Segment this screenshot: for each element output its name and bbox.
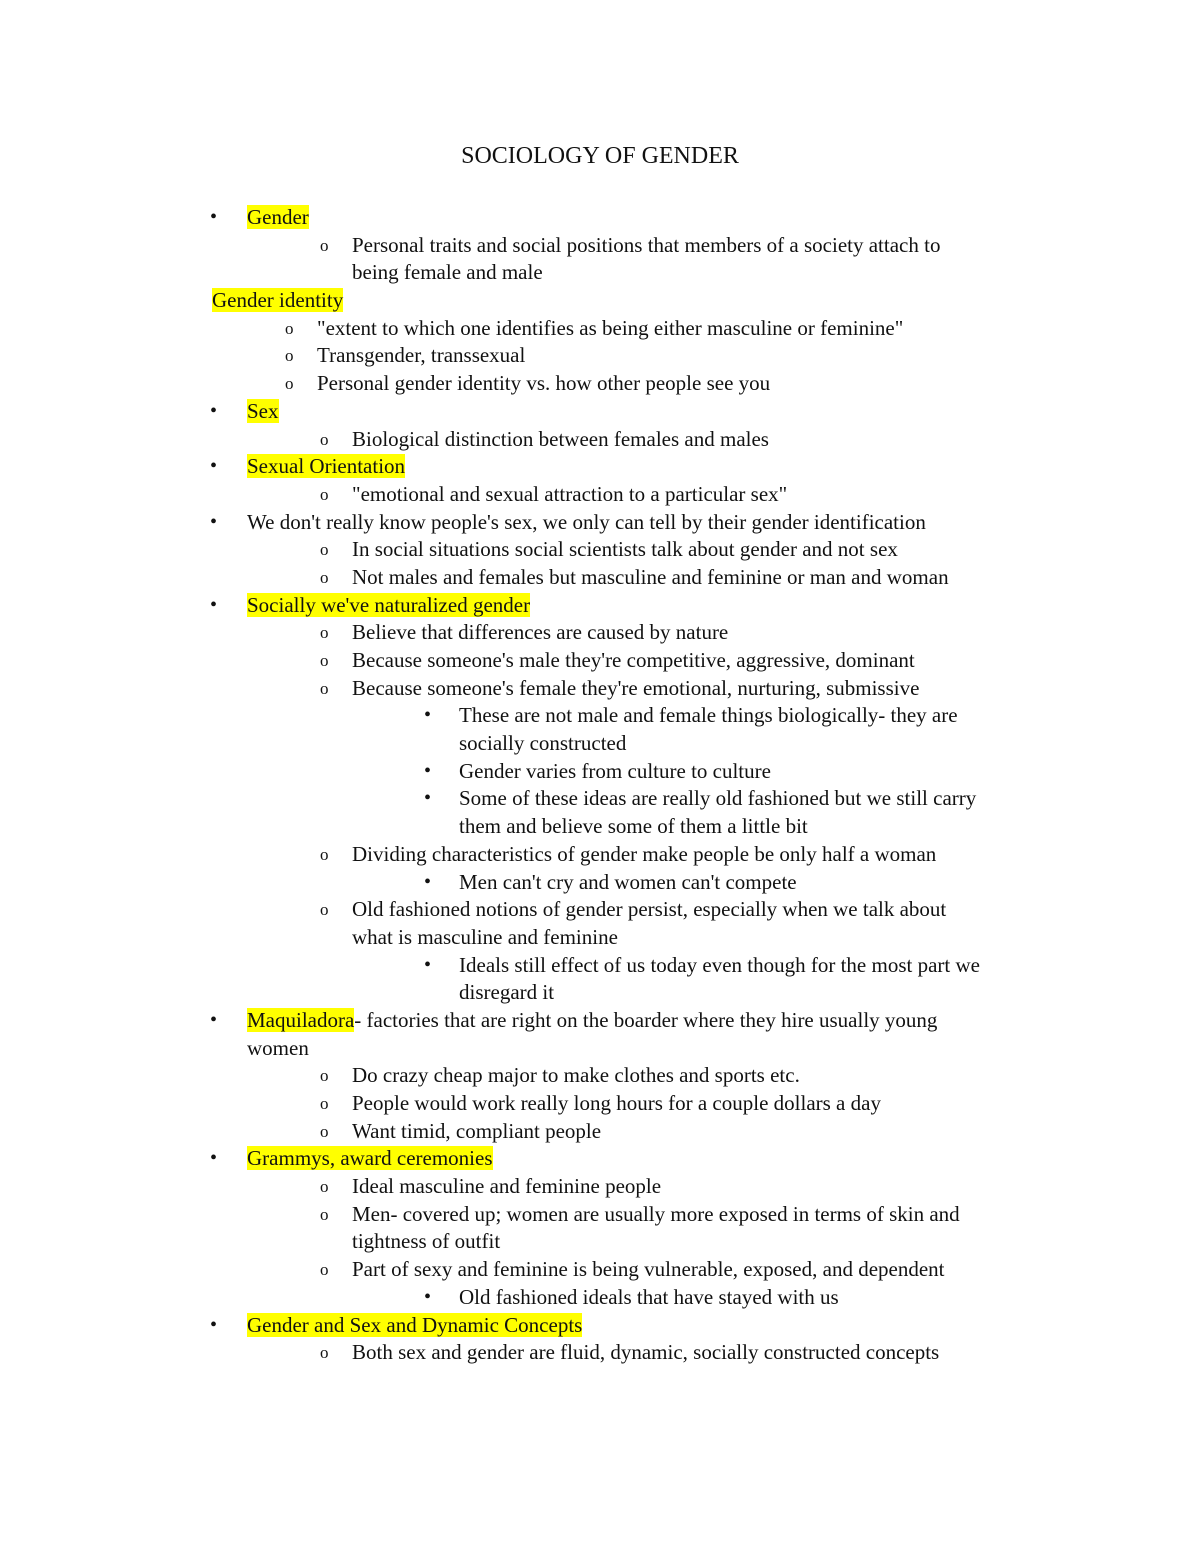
text-line	[0, 647, 1200, 675]
bullet-icon: •	[210, 510, 218, 533]
text-line	[0, 730, 1200, 758]
item-text: Do crazy cheap major to make clothes and sports etc.	[352, 1063, 800, 1088]
text-line	[0, 896, 1200, 924]
text-line	[0, 1284, 1200, 1312]
bullet-icon: •	[424, 953, 432, 976]
item-text: Ideal masculine and feminine people	[352, 1174, 662, 1199]
text-line	[0, 1339, 1200, 1367]
item-text: Not males and females but masculine and feminine or man and woman	[352, 564, 949, 589]
text-line	[0, 758, 1200, 786]
item-text: them and believe some of them a little bit	[459, 814, 808, 839]
text-line	[0, 232, 1200, 260]
text-line	[0, 287, 1200, 315]
text-line	[0, 509, 1200, 537]
highlighted-term: Maquiladora	[247, 1007, 355, 1032]
item-text: People would work really long hours for a couple dollars a day	[352, 1091, 881, 1115]
text-line	[0, 1145, 1200, 1173]
highlighted-term: Sex	[247, 398, 279, 423]
list-item	[0, 1256, 1200, 1284]
item-text: what is masculine and feminine	[352, 924, 618, 949]
bullet-icon: •	[210, 455, 218, 478]
list-item	[0, 675, 1200, 703]
text-line	[0, 1256, 1200, 1284]
item-text: "emotional and sexual attraction to a particular sex"	[352, 481, 788, 506]
text-line	[0, 259, 1200, 287]
text-line	[0, 1228, 1200, 1256]
circle-bullet-icon: o	[320, 235, 329, 255]
item-text: socially constructed	[459, 731, 627, 756]
circle-bullet-icon: o	[285, 346, 294, 366]
item-text: - factories that are right on the boarder where they hire usually young	[354, 1007, 938, 1032]
text-line	[0, 1035, 1200, 1063]
list-item	[0, 896, 1200, 951]
text-line	[0, 1201, 1200, 1229]
highlighted-term: Gender and Sex and Dynamic Concepts	[247, 1312, 583, 1337]
circle-bullet-icon: o	[285, 318, 294, 338]
list-item	[0, 1062, 1200, 1090]
bullet-icon: •	[210, 593, 218, 616]
bullet-icon: •	[210, 1147, 218, 1170]
list-item	[0, 453, 1200, 481]
bullet-icon: •	[424, 759, 432, 782]
item-text: Part of sexy and feminine is being vulnerable, exposed, and dependent	[352, 1257, 945, 1282]
text-line	[0, 785, 1200, 813]
text-line	[0, 952, 1200, 980]
text-line	[0, 426, 1200, 454]
list-item	[0, 287, 1200, 315]
text-line	[0, 370, 1200, 398]
text-line	[0, 342, 1200, 370]
bullet-icon: •	[210, 206, 218, 228]
highlighted-term: Gender identity	[212, 288, 344, 313]
circle-bullet-icon: o	[320, 484, 329, 504]
list-item	[0, 1173, 1200, 1201]
list-item	[0, 1118, 1200, 1146]
list-item	[0, 841, 1200, 869]
item-text: Some of these ideas are really old fashioned but we still carry	[459, 786, 977, 811]
list-item	[0, 592, 1200, 620]
text-line	[0, 924, 1200, 952]
circle-bullet-icon: o	[320, 567, 329, 587]
item-text: Want timid, compliant people	[352, 1118, 602, 1143]
item-text: Personal gender identity vs. how other people see you	[317, 371, 771, 396]
text-line	[0, 398, 1200, 426]
item-text: Because someone's male they're competitive, aggressive, dominant	[352, 648, 915, 672]
item-text: We don't really know people's sex, we only can tell by their gender identification	[247, 509, 926, 534]
text-line	[0, 453, 1200, 481]
text-line	[0, 619, 1200, 647]
circle-bullet-icon: o	[320, 1121, 329, 1141]
list-item	[0, 509, 1200, 537]
text-line	[0, 979, 1200, 1007]
item-text: Both sex and gender are fluid, dynamic, socially constructed concepts	[352, 1340, 940, 1365]
circle-bullet-icon: o	[320, 844, 329, 864]
list-item	[0, 702, 1200, 757]
circle-bullet-icon: o	[320, 429, 329, 449]
text-line	[0, 564, 1200, 592]
text-line	[0, 592, 1200, 620]
text-line	[0, 481, 1200, 509]
item-text: disregard it	[459, 980, 555, 1005]
item-text: tightness of outfit	[352, 1229, 501, 1254]
item-text: Ideals still effect of us today even though for the most part we	[459, 952, 980, 977]
item-text: "extent to which one identifies as being either masculine or feminine"	[317, 315, 904, 340]
item-text: These are not male and female things biologically- they are	[459, 703, 958, 728]
circle-bullet-icon: o	[285, 374, 294, 394]
circle-bullet-icon: o	[320, 1094, 329, 1113]
list-item	[0, 758, 1200, 786]
item-text: being female and male	[352, 260, 543, 285]
item-text: women	[247, 1035, 309, 1060]
list-item	[0, 952, 1200, 1007]
circle-bullet-icon: o	[320, 1177, 329, 1197]
circle-bullet-icon: o	[320, 900, 329, 920]
list-item	[0, 564, 1200, 592]
list-item	[0, 370, 1200, 398]
text-line	[0, 813, 1200, 841]
text-line	[0, 536, 1200, 564]
item-text: Old fashioned ideals that have stayed with us	[459, 1284, 839, 1309]
list-item	[0, 204, 1200, 232]
list-item	[0, 785, 1200, 840]
page-title: SOCIOLOGY OF GENDER	[461, 143, 739, 169]
document-body	[0, 204, 1200, 1367]
list-item	[0, 315, 1200, 343]
item-text: Gender varies from culture to culture	[459, 758, 771, 783]
text-line	[0, 841, 1200, 869]
item-text: Because someone's female they're emotional, nurturing, submissive	[352, 675, 920, 700]
item-text: Old fashioned notions of gender persist, especially when we talk about	[352, 897, 947, 922]
bullet-icon: •	[424, 1285, 432, 1308]
list-item	[0, 1201, 1200, 1256]
text-line	[0, 1090, 1200, 1118]
circle-bullet-icon: o	[320, 540, 329, 560]
text-line	[0, 1007, 1200, 1035]
circle-bullet-icon: o	[320, 1260, 329, 1280]
list-item	[0, 398, 1200, 426]
bullet-icon: •	[424, 787, 432, 810]
bullet-icon: •	[210, 1008, 218, 1031]
highlighted-term: Socially we've naturalized gender	[247, 592, 531, 617]
list-item	[0, 342, 1200, 370]
circle-bullet-icon: o	[320, 651, 329, 670]
text-line	[0, 1312, 1200, 1340]
circle-bullet-icon: o	[320, 1204, 329, 1224]
bullet-icon: •	[424, 870, 432, 893]
bullet-icon: •	[210, 399, 218, 422]
list-item	[0, 481, 1200, 509]
circle-bullet-icon: o	[320, 678, 329, 698]
highlighted-term: Gender	[247, 205, 309, 229]
list-item	[0, 1007, 1200, 1062]
list-item	[0, 619, 1200, 647]
bullet-icon: •	[424, 704, 432, 727]
item-text: Personal traits and social positions that members of a society attach to	[352, 232, 941, 257]
item-text: In social situations social scientists talk about gender and not sex	[352, 537, 898, 562]
list-item	[0, 1090, 1200, 1118]
list-item	[0, 1284, 1200, 1312]
item-text: Biological distinction between females and males	[352, 426, 769, 451]
text-line	[0, 702, 1200, 730]
list-item	[0, 1339, 1200, 1367]
text-line	[0, 1118, 1200, 1146]
item-text: Men can't cry and women can't compete	[459, 869, 797, 894]
item-text: Transgender, transsexual	[317, 343, 526, 368]
circle-bullet-icon: o	[320, 1343, 329, 1363]
list-item	[0, 1145, 1200, 1173]
list-item	[0, 647, 1200, 675]
item-text: Dividing characteristics of gender make people be only half a woman	[352, 841, 937, 866]
text-line	[0, 204, 1200, 232]
item-text: Believe that differences are caused by nature	[352, 620, 729, 645]
text-line	[0, 869, 1200, 897]
text-line	[0, 315, 1200, 343]
list-item	[0, 536, 1200, 564]
circle-bullet-icon: o	[320, 1066, 329, 1086]
list-item	[0, 1312, 1200, 1340]
highlighted-term: Sexual Orientation	[247, 454, 406, 479]
bullet-icon: •	[210, 1313, 218, 1336]
list-item	[0, 232, 1200, 287]
text-line	[0, 675, 1200, 703]
list-item	[0, 426, 1200, 454]
list-item	[0, 869, 1200, 897]
circle-bullet-icon: o	[320, 623, 329, 643]
item-text: Men- covered up; women are usually more exposed in terms of skin and	[352, 1201, 960, 1226]
text-line	[0, 1173, 1200, 1201]
text-line	[0, 1062, 1200, 1090]
highlighted-term: Grammys, award ceremonies	[247, 1146, 493, 1171]
